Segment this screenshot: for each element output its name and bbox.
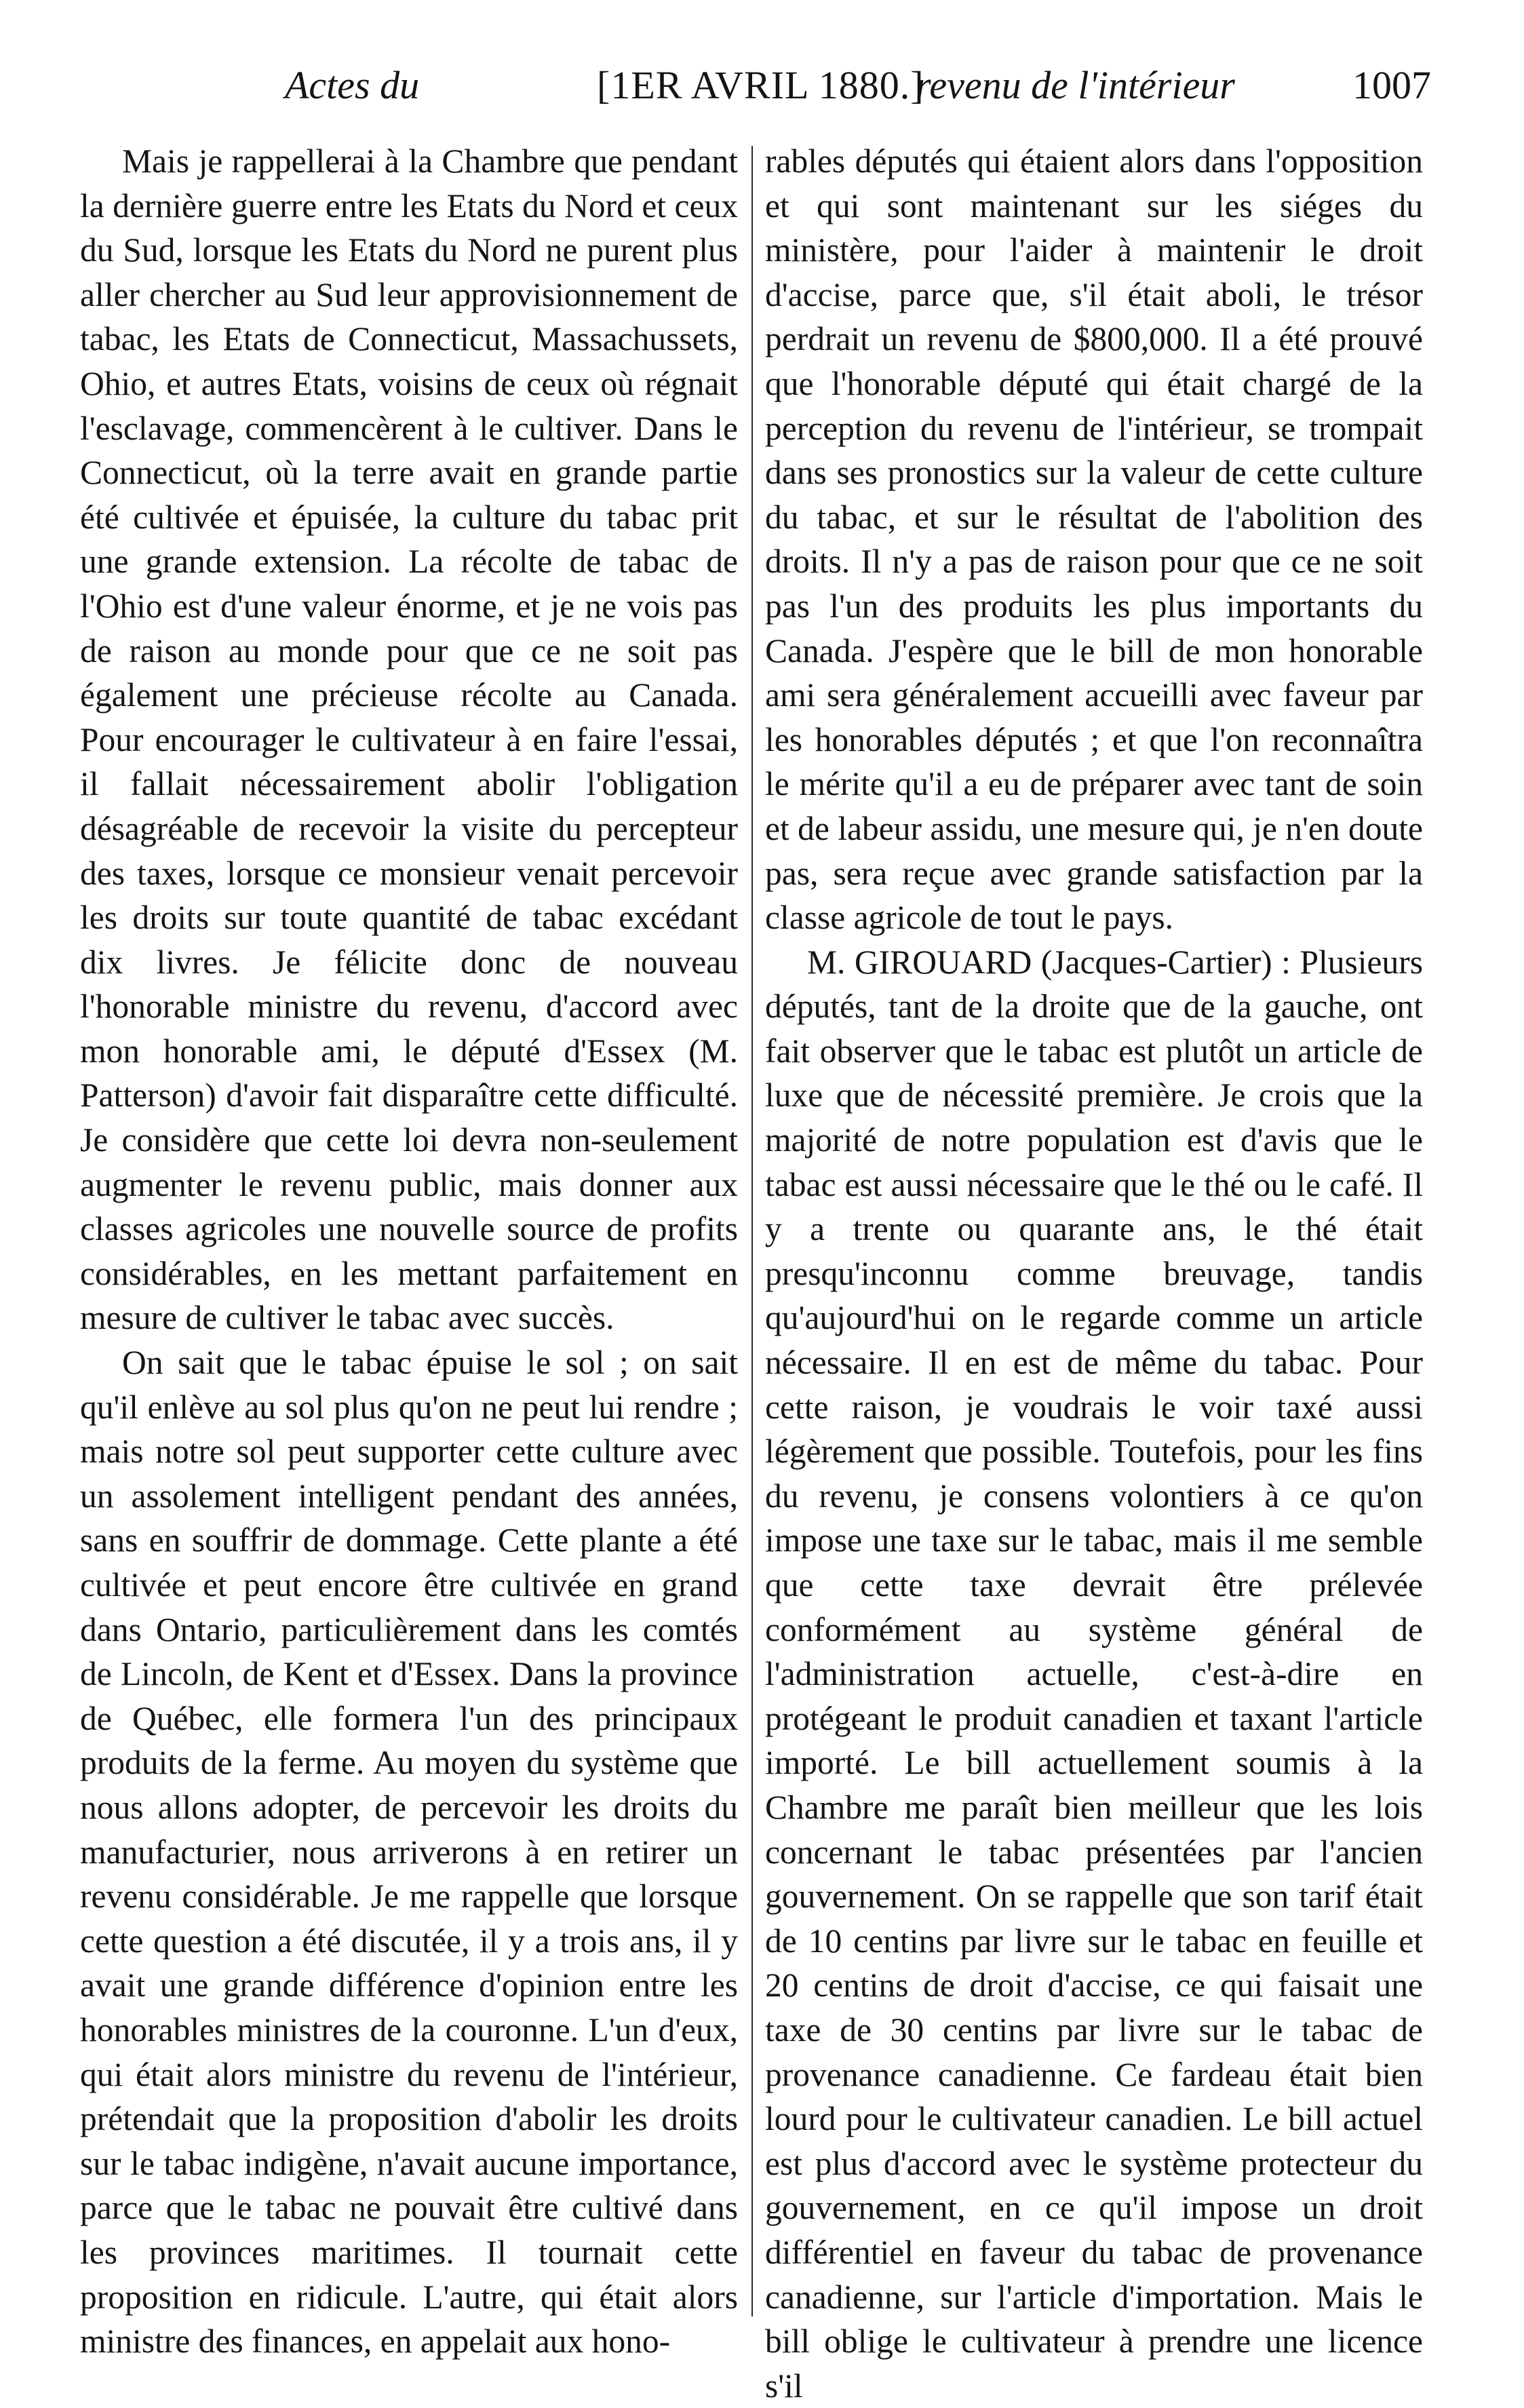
left-paragraph-2: On sait que le tabac épuise le sol ; on sait qu'il enlève au sol plus qu'on ne peut lui rendre ; mais notre sol peut supporter cette culture avec un assolement intelligent pendant des années, sans en souffrir de dommage. Cette plante a été cultivée et peut encore être cultivée en grand dans Ontario, particulièrement dans les comtés de Lincoln, de Kent et d'Essex. Dans la province de Québec, elle formera l'un des principaux produits de la ferme. Au moyen du système que nous allons adopter, de percevoir les droits du manufacturier, nous arriverons à en retirer un revenu considérable. Je me rappelle que lorsque cette question a été discutée, il y a trois ans, il y avait une grande différence d'opinion entre les honorables ministres de la couronne. L'un d'eux, qui était alors ministre du revenu de l'intérieur, prétendait que la proposition d'abolir les droits sur le tabac indigène, n'avait aucune importance, parce que le tabac ne pouvait être cultivé dans les provinces maritimes. Il tournait cette proposition en ridicule. L'autre, qui était alors ministre des finances, en appelait aux hono- xyxy=(80,1344,738,2361)
right-paragraph-2 xyxy=(765,940,1423,2408)
header-date: [1ER AVRIL 1880.] xyxy=(597,63,924,107)
left-column xyxy=(80,139,738,2361)
page-number: 1007 xyxy=(1352,63,1431,107)
right-column xyxy=(765,139,1423,2405)
page-header xyxy=(81,62,1431,130)
right-paragraph-1: rables députés qui étaient alors dans l'opposition et qui sont maintenant sur les siéges du ministère, pour l'aider à maintenir le droit d'accise, parce que, s'il était aboli, le trésor perdrait un revenu de $800,000. Il a été prouvé que l'honorable député qui était chargé de la perception du revenu de l'intérieur, se trompait dans ses pronostics sur la valeur de cette culture du tabac, et sur le résultat de l'abolition des droits. Il n'y a pas de raison pour que ce ne soit pas l'un des produits les plus importants du Canada. J'espère que le bill de mon honorable ami sera généralement accueilli avec faveur par les honorables députés ; et que l'on reconnaîtra le mérite qu'il a eu de préparer avec tant de soin et de labeur assidu, une mesure qui, je n'en doute pas, sera reçue avec grande satisfaction par la classe agricole de tout le pays. xyxy=(765,142,1423,937)
header-title-left: Actes du xyxy=(285,63,420,107)
left-paragraph-1: Mais je rappellerai à la Chambre que pendant la dernière guerre entre les Etats du Nord et ceux du Sud, lorsque les Etats du Nord ne purent plus aller chercher au Sud leur approvisionnement de tabac, les Etats de Connecticut, Massachussets, Ohio, et autres Etats, voisins de ceux où régnait l'esclavage, commencèrent à le cultiver. Dans le Connecticut, où la terre avait en grande partie été cultivée et épuisée, la culture du tabac prit une grande extension. La récolte de tabac de l'Ohio est d'une valeur énorme, et je ne vois pas de raison au monde pour que ce ne soit pas également une précieuse récolte au Canada. Pour encourager le cultivateur à en faire l'essai, il fallait nécessairement abolir l'obligation désagréable de recevoir la visite du percepteur des taxes, lorsque ce monsieur venait percevoir les droits sur toute quantité de tabac excédant dix livres. Je félicite donc de nouveau l'honorable ministre du revenu, d'accord avec mon honorable ami, le député d'Essex (M. Patterson) d'avoir fait disparaître cette difficulté. Je considère que cette loi devra non-seulement augmenter le revenu public, mais donner aux classes agricoles une nouvelle source de profits considérables, en les mettant parfaitement en mesure de cultiver le tabac avec succès. xyxy=(80,142,738,1337)
speaker-name: M. GIROUARD xyxy=(807,943,1032,981)
header-title-right: revenu de l'intérieur xyxy=(916,63,1235,107)
speech-text: (Jacques-Cartier) : Plusieurs députés, tant de la droite que de la gauche, ont fait observer que le tabac est plutôt un article de luxe que de nécessité première. Je crois que la majorité de notre population est d'avis que le tabac est aussi nécessaire que le thé ou le café. Il y a trente ou quarante ans, le thé était presqu'inconnu comme breuvage, tandis qu'aujourd'hui on le regarde comme un article nécessaire. Il en est de même du tabac. Pour cette raison, je voudrais le voir taxé aussi légèrement que possible. Toutefois, pour les fins du revenu, je consens volontiers à ce qu'on impose une taxe sur le tabac, mais il me semble que cette taxe devrait être prélevée conformément au système général de l'administration actuelle, c'est-à-dire en protégeant le produit canadien et taxant l'article importé. Le bill actuellement soumis à la Chambre me paraît bien meilleur que les lois concernant le tabac présentées par l'ancien gouvernement. On se rappelle que son tarif était de 10 centins par livre sur le tabac en feuille et 20 centins de droit d'accise, ce qui faisait une taxe de 30 centins par livre sur le tabac de provenance canadienne. Ce fardeau était bien lourd pour le cultivateur canadien. Le bill actuel est plus d'accord avec le système protecteur du gouvernement, en ce qu'il impose un droit différentiel en faveur du tabac de provenance canadienne, sur l'article d'importation. Mais le bill oblige le cultivateur à prendre une licence s'il xyxy=(765,943,1423,2405)
column-divider xyxy=(751,146,753,2316)
